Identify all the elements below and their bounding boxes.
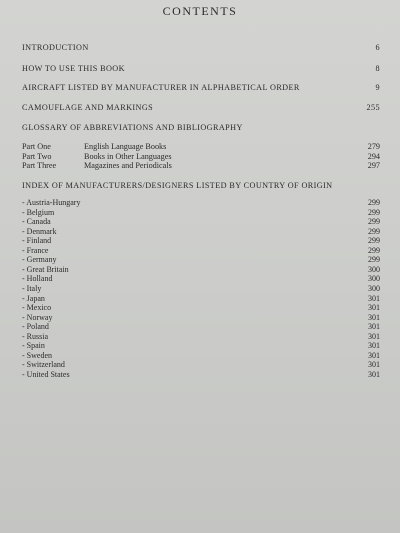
page-title: CONTENTS (162, 4, 238, 18)
country-page: 299 (368, 245, 380, 255)
toc-entry-aircraft[interactable] (22, 83, 380, 93)
country-name: - Holland (22, 274, 52, 284)
country-row[interactable] (22, 198, 380, 208)
country-row[interactable] (22, 332, 380, 342)
country-name: - Switzerland (22, 360, 65, 370)
country-name: - Italy (22, 284, 41, 294)
part-title: Books in Other Languages (84, 151, 172, 161)
country-page: 299 (368, 226, 380, 236)
country-name: - Austria-Hungary (22, 198, 80, 208)
country-name: - Sweden (22, 351, 52, 361)
part-label: Part One (22, 142, 51, 151)
country-page: 299 (368, 207, 380, 217)
country-page: 300 (368, 264, 380, 274)
country-row[interactable] (22, 303, 380, 313)
country-row[interactable] (22, 341, 380, 351)
country-row[interactable] (22, 265, 380, 275)
glossary-part[interactable] (22, 161, 380, 171)
country-page: 301 (368, 341, 380, 351)
country-row[interactable] (22, 217, 380, 227)
country-name: - Finland (22, 236, 51, 246)
country-name: - United States (22, 370, 70, 380)
country-name: - Belgium (22, 208, 54, 218)
country-page: 300 (368, 283, 380, 293)
country-page: 301 (368, 312, 380, 322)
country-row[interactable] (22, 227, 380, 237)
country-name: - Canada (22, 217, 51, 227)
part-page: 279 (367, 142, 380, 151)
country-page: 299 (368, 236, 380, 246)
toc-entry-label: HOW TO USE THIS BOOK (22, 64, 125, 73)
country-name: - Poland (22, 322, 49, 332)
part-title: Magazines and Periodicals (84, 161, 172, 171)
toc-entry-label: CAMOUFLAGE AND MARKINGS (22, 103, 154, 112)
part-page: 297 (367, 161, 380, 171)
toc-entry-page: 9 (375, 83, 380, 92)
toc-entry-how-to-use[interactable] (22, 64, 380, 74)
country-page: 301 (368, 369, 380, 379)
country-page: 301 (368, 350, 380, 360)
country-name: - Denmark (22, 227, 56, 237)
part-label: Part Three (22, 161, 57, 171)
part-page: 294 (367, 151, 380, 161)
country-row[interactable] (22, 322, 380, 332)
country-name: - Russia (22, 332, 48, 342)
country-page: 301 (368, 322, 380, 332)
country-name: - Mexico (22, 303, 51, 313)
country-page: 299 (368, 217, 380, 227)
country-name: - France (22, 246, 48, 256)
country-row[interactable] (22, 284, 380, 294)
country-name: - Spain (22, 341, 45, 351)
country-page: 301 (368, 331, 380, 341)
country-row[interactable] (22, 236, 380, 246)
country-page: 301 (368, 293, 380, 303)
toc-entry-label: AIRCRAFT LISTED BY MANUFACTURER IN ALPHABETICAL ORDER (22, 83, 300, 92)
country-name: - Great Britain (22, 265, 69, 275)
toc-entry-introduction[interactable] (22, 43, 380, 53)
country-page: 301 (368, 360, 380, 370)
part-label: Part Two (22, 151, 52, 161)
country-row[interactable] (22, 255, 380, 265)
country-name: - Germany (22, 255, 56, 265)
country-page: 301 (368, 303, 380, 313)
toc-entry-camouflage[interactable] (22, 103, 380, 113)
glossary-part[interactable] (22, 152, 380, 162)
country-row[interactable] (22, 294, 380, 304)
part-title: English Language Books (84, 142, 167, 151)
index-heading: INDEX OF MANUFACTURERS/DESIGNERS LISTED BY COUNTRY OF ORIGIN (22, 181, 333, 190)
country-row[interactable] (22, 246, 380, 256)
country-row[interactable] (22, 208, 380, 218)
toc-entry-page: 255 (366, 103, 380, 112)
toc-entry-page: 8 (375, 64, 380, 73)
country-name: - Japan (22, 294, 45, 304)
country-page: 299 (368, 198, 380, 207)
country-row[interactable] (22, 370, 380, 380)
country-page: 299 (368, 255, 380, 265)
country-name: - Norway (22, 313, 52, 323)
toc-entry-label: INTRODUCTION (22, 43, 89, 52)
glossary-heading: GLOSSARY OF ABBREVIATIONS AND BIBLIOGRAPHY (22, 123, 243, 132)
toc-entry-page: 6 (375, 43, 380, 52)
glossary-part[interactable] (22, 142, 380, 152)
country-row[interactable] (22, 274, 380, 284)
country-row[interactable] (22, 360, 380, 370)
country-row[interactable] (22, 313, 380, 323)
country-page: 300 (368, 274, 380, 284)
country-row[interactable] (22, 351, 380, 361)
